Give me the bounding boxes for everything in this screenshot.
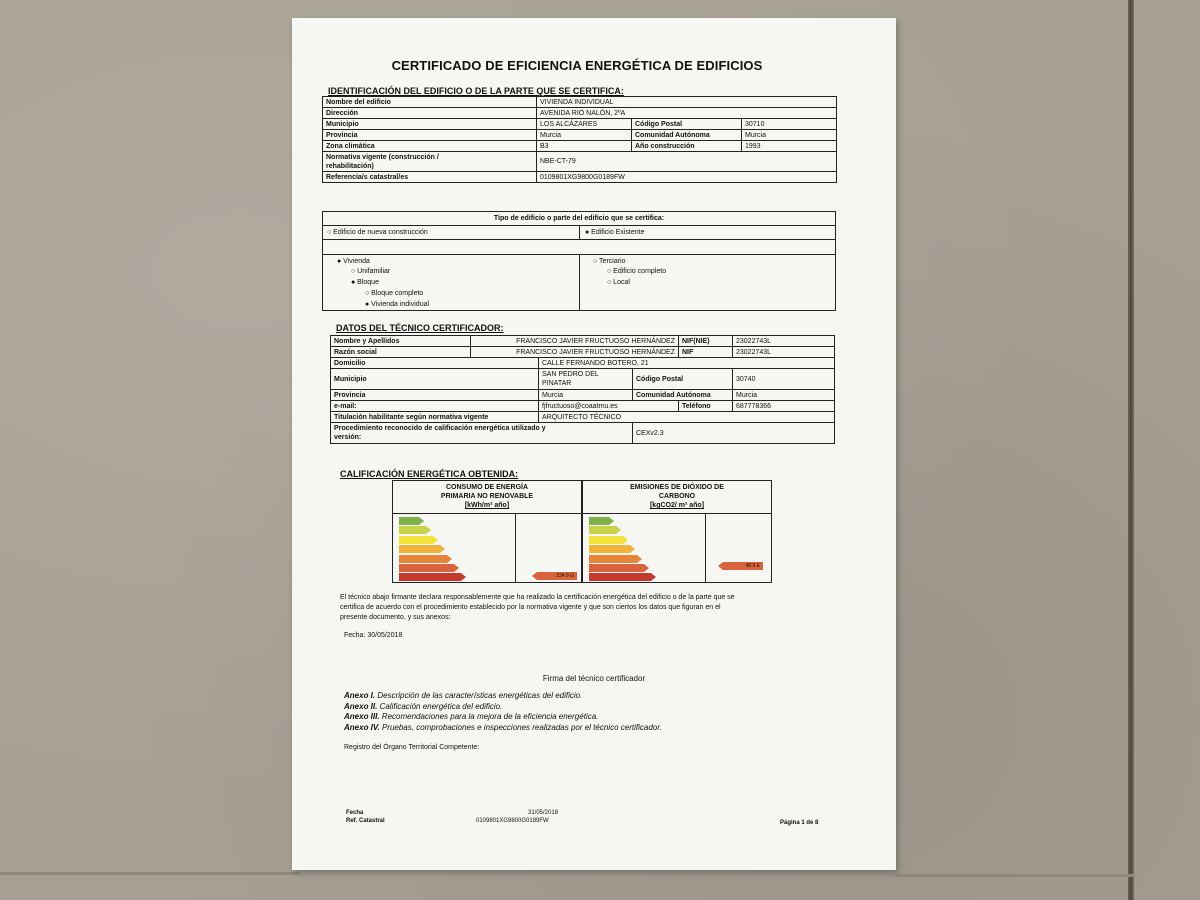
technician-name: FRANCISCO JAVIER FRUCTUOSO HERNÁNDEZ (471, 336, 679, 347)
consumption-header (392, 480, 582, 514)
option-block: ● Bloque (351, 279, 379, 286)
annex-item (344, 702, 662, 713)
consumption-scale (392, 513, 582, 583)
label (323, 152, 537, 172)
rating-scale-bar (589, 545, 630, 553)
label: Municipio (331, 369, 539, 390)
declaration-line: presente documento, y sus anexos: (340, 614, 451, 621)
emissions-title: EMISIONES DE DIÓXIDO DE (630, 484, 724, 491)
footer-date-label: Fecha (346, 810, 364, 816)
option-tertiary: ○ Terciario (593, 258, 626, 265)
floor-tile-seam (1128, 0, 1134, 900)
label-line: versión: (334, 434, 362, 441)
rating-scale-bar (399, 555, 447, 563)
label-line: rehabilitación) (326, 162, 374, 170)
annex-text: Pruebas, comprobaciones e inspecciones realizadas por el técnico certificador. (381, 722, 662, 732)
annex-label: Anexo II. (344, 701, 378, 711)
autonomous-community: Murcia (742, 130, 837, 141)
label: e-mail: (331, 401, 539, 412)
label: Teléfono (679, 401, 733, 412)
floor-tile-seam (0, 872, 300, 875)
annex-item (344, 723, 662, 734)
technician-postal-code: 30740 (733, 369, 835, 390)
identification-heading: IDENTIFICACIÓN DEL EDIFICIO O DE LA PARTE QUE SE CERTIFICA: (328, 86, 624, 96)
label-line: Procedimiento reconocido de calificación energética utilizado y (334, 425, 546, 432)
construction-year: 1993 (742, 141, 837, 152)
label: Nombre y Apellidos (331, 336, 471, 347)
emissions-header (582, 480, 772, 514)
option-residential: ● Vivienda (337, 258, 370, 265)
rating-scale-bar (399, 526, 426, 534)
document-title: CERTIFICADO DE EFICIENCIA ENERGÉTICA DE EDIFICIOS (391, 58, 763, 73)
rating-scale-bar (589, 573, 651, 581)
building-name: VIVIENDA INDIVIDUAL (537, 97, 837, 108)
emissions-scale (582, 513, 772, 583)
technician-address: CALLE FERNANDO BOTERO, 21 (539, 358, 835, 369)
option-full-building: ○ Edificio completo (607, 268, 667, 275)
page-number: Página 1 de 8 (780, 820, 819, 826)
label: Titulación habilitante según normativa vigente (331, 412, 539, 423)
option-single-family: ○ Unifamiliar (351, 268, 391, 275)
signature-label: Firma del técnico certificador (542, 674, 646, 683)
option-premises: ○ Local (607, 279, 630, 286)
footer-date: 31/05/2018 (528, 810, 559, 816)
annex-text: Recomendaciones para la mejora de la eficiencia energética. (381, 712, 599, 721)
technician-heading: DATOS DEL TÉCNICO CERTIFICADOR: (336, 323, 504, 333)
label: Código Postal (633, 369, 733, 390)
annex-item (344, 691, 662, 702)
building-type-box (322, 211, 836, 311)
consumption-unit: [kWh/m² año] (464, 502, 510, 509)
value-line: PINATAR (542, 380, 572, 387)
option-individual-dwelling: ● Vivienda individual (365, 301, 430, 308)
declaration-line: certifica de acuerdo con el procedimiento establecido por la normativa vigente y que son ciertos los datos que figuran en el (340, 604, 721, 611)
climate-zone: B3 (537, 141, 632, 152)
registry-label: Registro del Órgano Territorial Competente: (344, 744, 480, 751)
label: Comunidad Autónoma (633, 390, 733, 401)
label: Provincia (331, 390, 539, 401)
technician-table (330, 335, 835, 444)
label: Dirección (323, 108, 537, 119)
value-line: SAN PEDRO DEL (542, 371, 599, 378)
consumption-rating-marker: 234.9 G (537, 572, 577, 580)
option-full-block: ○ Bloque completo (365, 290, 424, 297)
address: AVENIDA RIO NALÓN, 2ºA (537, 108, 837, 119)
rating-scale-bar (589, 526, 616, 534)
technician-phone: 687778366 (733, 401, 835, 412)
emissions-title: CARBONO (658, 493, 696, 500)
rating-heading: CALIFICACIÓN ENERGÉTICA OBTENIDA: (340, 469, 519, 479)
rating-scale-bar (399, 545, 440, 553)
annex-list (344, 691, 662, 733)
rating-scale-bar (589, 555, 637, 563)
cadastral-reference: 0109801XG9800G0189FW (537, 172, 837, 183)
province: Murcia (537, 130, 632, 141)
label: Referencia/s catastral/es (323, 172, 537, 183)
rating-scale-bar (399, 517, 419, 525)
annex-label: Anexo IV. (344, 722, 380, 732)
rating-scale-bar (399, 573, 461, 581)
consumption-title: PRIMARIA NO RENOVABLE (440, 493, 534, 500)
company-nif: 23022743L (733, 347, 835, 358)
technician-province: Murcia (539, 390, 633, 401)
emissions-unit: [kgCO2/ m² año] (649, 502, 705, 509)
rating-scale-bar (399, 564, 454, 572)
technician-municipality (539, 369, 633, 390)
label: Código Postal (632, 119, 742, 130)
consumption-title: CONSUMO DE ENERGÍA (445, 484, 529, 491)
building-type-heading: Tipo de edificio o parte del edificio que se certifica: (493, 215, 665, 222)
label: NIF(NIE) (679, 336, 733, 347)
declaration-line: El técnico abajo firmante declara responsablemente que ha realizado la certificación energética del edificio o de la parte que se (340, 594, 735, 601)
label: Año construcción (632, 141, 742, 152)
rating-scale-bar (589, 564, 644, 572)
company-name: FRANCISCO JAVIER FRUCTUOSO HERNÁNDEZ (471, 347, 679, 358)
option-new-building: ○ Edificio de nueva construcción (327, 229, 428, 236)
declaration-date: Fecha: 30/05/2018 (344, 632, 403, 639)
regulation: NBE-CT-79 (537, 152, 837, 172)
annex-label: Anexo I. (344, 691, 376, 700)
building-identification-table (322, 96, 837, 183)
label: Provincia (323, 130, 537, 141)
label: NIF (679, 347, 733, 358)
label: Domicilio (331, 358, 539, 369)
technician-email: fjfructuoso@coaatmu.es (539, 401, 679, 412)
floor-tile-seam (895, 874, 1135, 877)
postal-code: 30710 (742, 119, 837, 130)
footer-ref-label: Ref. Catastral (346, 818, 385, 824)
annex-item (344, 712, 662, 723)
label: Razón social (331, 347, 471, 358)
declaration-text (340, 593, 860, 623)
annex-text: Descripción de las características energéticas del edificio. (377, 691, 583, 700)
label: Municipio (323, 119, 537, 130)
label: Nombre del edificio (323, 97, 537, 108)
emissions-rating-marker: 48.9 E (723, 562, 763, 570)
label: Comunidad Autónoma (632, 130, 742, 141)
qualification: ARQUITECTO TÉCNICO (539, 412, 835, 423)
certificate-page (292, 18, 896, 870)
option-existing-building: ● Edificio Existente (585, 229, 645, 236)
label: Zona climática (323, 141, 537, 152)
rating-scale-bar (589, 517, 609, 525)
municipality: LOS ALCÁZARES (537, 119, 632, 130)
footer-ref: 0109801XG9800G0189FW (476, 818, 549, 824)
procedure: CEXv2.3 (633, 423, 835, 444)
label-line: Normativa vigente (construcción / (326, 153, 439, 161)
technician-community: Murcia (733, 390, 835, 401)
annex-label: Anexo III. (344, 712, 380, 721)
rating-scale-bar (589, 536, 623, 544)
label (331, 423, 633, 444)
rating-scale-bar (399, 536, 433, 544)
technician-nif-nie: 23022743L (733, 336, 835, 347)
annex-text: Calificación energética del edificio. (379, 701, 503, 711)
